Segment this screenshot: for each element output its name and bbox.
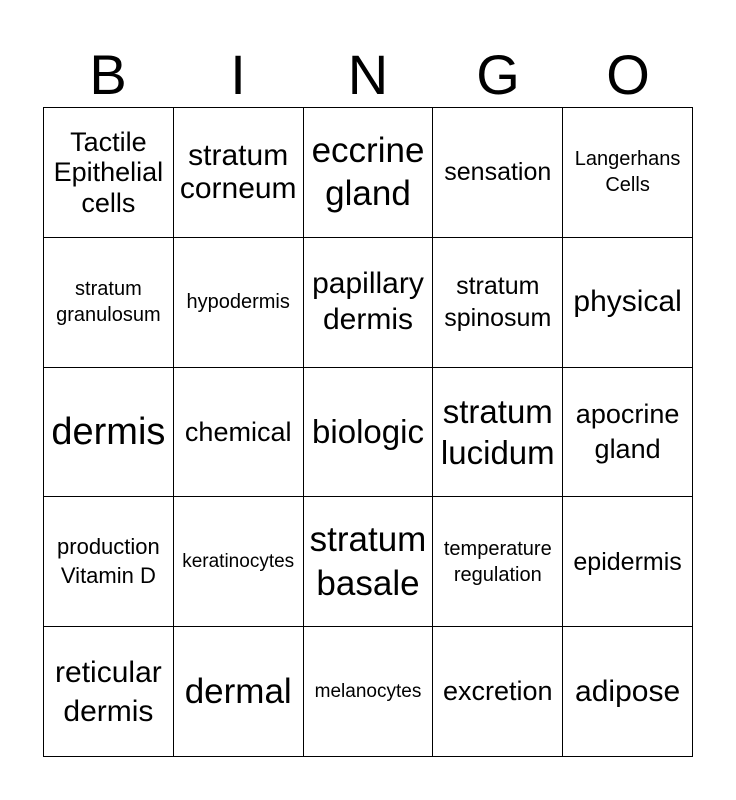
bingo-cell-r2-c3[interactable] <box>304 238 434 368</box>
header-letter-i: I <box>230 43 246 106</box>
bingo-cell-r3-c3[interactable] <box>304 368 434 498</box>
cell-label: dermal <box>184 672 292 711</box>
bingo-cell-r4-c3[interactable] <box>304 497 434 627</box>
cell-label: physical <box>573 285 682 319</box>
cell-label: stratum lucidum <box>440 392 555 471</box>
cell-label: stratum corneum <box>179 138 297 206</box>
bingo-cell-r2-c5[interactable] <box>563 238 693 368</box>
cell-label: chemical <box>184 416 292 447</box>
bingo-cell-r3-c1[interactable] <box>44 368 174 498</box>
bingo-cell-r5-c3[interactable] <box>304 627 434 757</box>
header-letter-n: N <box>347 43 389 106</box>
cell-label: stratum spinosum <box>444 271 552 333</box>
bingo-cell-r1-c1[interactable] <box>44 108 174 238</box>
header-letter-g: G <box>476 43 520 106</box>
cell-label: apocrine gland <box>575 398 680 464</box>
cell-label: epidermis <box>573 547 682 576</box>
header-letter-b: B <box>89 43 127 106</box>
cell-label: Langerhans Cells <box>574 148 681 197</box>
bingo-header <box>43 42 693 108</box>
cell-label: keratinocytes <box>182 551 295 573</box>
bingo-cell-r1-c2[interactable] <box>174 108 304 238</box>
cell-label: reticular dermis <box>55 655 162 728</box>
cell-label: dermis <box>51 410 166 453</box>
cell-label: melanocytes <box>314 680 422 702</box>
cell-label: papillary dermis <box>312 267 424 337</box>
bingo-cell-r4-c4[interactable] <box>433 497 563 627</box>
cell-label: sensation <box>444 158 552 187</box>
bingo-cell-r2-c2[interactable] <box>174 238 304 368</box>
bingo-cell-r4-c1[interactable] <box>44 497 174 627</box>
cell-label: adipose <box>575 674 681 708</box>
bingo-cell-r5-c5[interactable] <box>563 627 693 757</box>
cell-label: stratum basale <box>309 520 427 603</box>
cell-label: production Vitamin D <box>57 534 160 588</box>
bingo-cell-r5-c4[interactable] <box>433 627 563 757</box>
cell-label: Tactile Epithelial cells <box>53 127 164 218</box>
bingo-cell-r1-c5[interactable] <box>563 108 693 238</box>
bingo-cell-r5-c1[interactable] <box>44 627 174 757</box>
cell-label: eccrine gland <box>311 130 425 214</box>
bingo-cell-r2-c4[interactable] <box>433 238 563 368</box>
bingo-cell-r2-c1[interactable] <box>44 238 174 368</box>
bingo-cell-r4-c5[interactable] <box>563 497 693 627</box>
cell-label: temperature regulation <box>443 537 552 586</box>
bingo-cell-r1-c4[interactable] <box>433 108 563 238</box>
bingo-cell-r3-c4[interactable] <box>433 368 563 498</box>
bingo-cell-r1-c3[interactable] <box>304 108 434 238</box>
cell-label: hypodermis <box>186 291 290 313</box>
cell-label: excretion <box>443 676 553 707</box>
bingo-cell-r3-c2[interactable] <box>174 368 304 498</box>
bingo-cell-r3-c5[interactable] <box>563 368 693 498</box>
cell-label: biologic <box>312 412 424 450</box>
header-letter-o: O <box>606 43 650 106</box>
bingo-cell-r5-c2[interactable] <box>174 627 304 757</box>
cell-label: stratum granulosum <box>56 278 161 327</box>
bingo-board <box>43 107 693 757</box>
bingo-cell-r4-c2[interactable] <box>174 497 304 627</box>
